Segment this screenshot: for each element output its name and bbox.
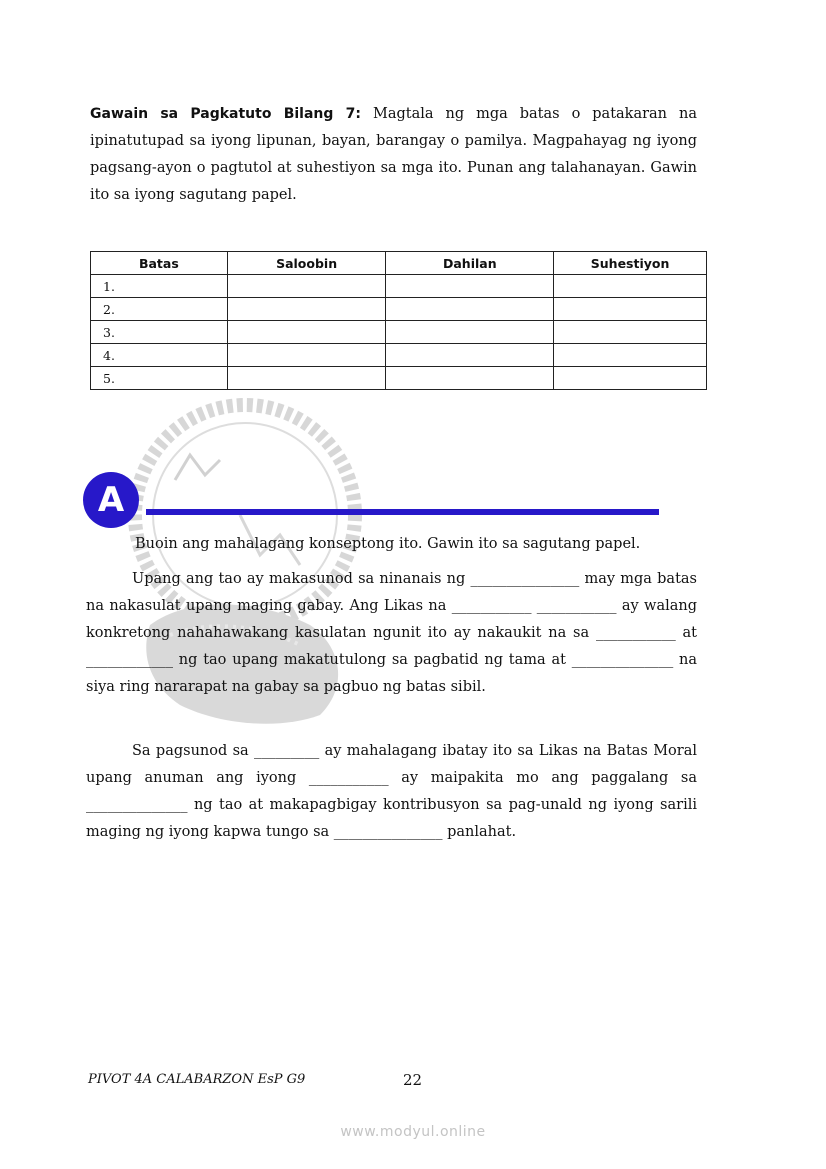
cell-suhestiyon[interactable] xyxy=(554,344,707,367)
paragraph-one: Upang ang tao ay makasunod sa ninanais ng _______________ may mga batas na nakasulat upang maging gabay. Ang Likas na ___________ ___________ ay walang konkretong nahahawakang kasulatan ngunit ito ay nakaukit na sa ___________ at ____________ ng tao upang makatutulong sa pagbatid ng tama at ______________ na siya ring nararapat na gabay sa pagbuo ng batas sibil. xyxy=(86,571,697,695)
cell-saloobin[interactable] xyxy=(227,275,386,298)
table-row xyxy=(91,298,707,321)
cell-suhestiyon[interactable] xyxy=(554,298,707,321)
footer-module-label: PIVOT 4A CALABARZON EsP G9 xyxy=(88,1072,306,1087)
cell-dahilan[interactable] xyxy=(386,367,554,390)
cell-saloobin[interactable] xyxy=(227,321,386,344)
cell-saloobin[interactable] xyxy=(227,298,386,321)
cell-suhestiyon[interactable] xyxy=(554,321,707,344)
header-dahilan: Dahilan xyxy=(386,252,554,275)
page-number: 22 xyxy=(403,1071,423,1089)
site-watermark: www.modyul.online xyxy=(340,1124,486,1140)
row-number: 2. xyxy=(91,298,228,321)
activity-instructions xyxy=(90,88,697,209)
table-row xyxy=(91,344,707,367)
cell-suhestiyon[interactable] xyxy=(554,367,707,390)
header-suhestiyon: Suhestiyon xyxy=(554,252,707,275)
row-number: 1. xyxy=(91,275,228,298)
activity-heading: Gawain sa Pagkatuto Bilang 7: xyxy=(90,106,361,122)
row-number: 3. xyxy=(91,321,228,344)
row-number: 4. xyxy=(91,344,228,367)
activity-text: Magtala ng mga batas o patakaran na ipinatutupad sa iyong lipunan, bayan, barangay o pamilya. Magpahayag ng iyong pagsang-ayon o pagtutol at suhestiyon sa mga ito. Punan ang talahanayan. Gawin ito sa iyong sagutang papel. xyxy=(90,106,697,203)
activity-table xyxy=(90,251,707,390)
cell-dahilan[interactable] xyxy=(386,298,554,321)
section-a-badge: A xyxy=(83,472,139,528)
paragraph-two: Sa pagsunod sa _________ ay mahalagang ibatay ito sa Likas na Batas Moral upang anuman ang iyong ___________ ay maipakita mo ang paggalang sa ______________ ng tao at makapagbigay kontribusyon sa pag-unald ng iyong sarili maging ng iyong kapwa tungo sa _______________ panlahat. xyxy=(86,743,697,840)
table-header-row xyxy=(91,252,707,275)
table-row xyxy=(91,367,707,390)
header-batas: Batas xyxy=(91,252,228,275)
cell-dahilan[interactable] xyxy=(386,321,554,344)
cell-saloobin[interactable] xyxy=(227,367,386,390)
table-row xyxy=(91,321,707,344)
row-number: 5. xyxy=(91,367,228,390)
header-saloobin: Saloobin xyxy=(227,252,386,275)
cell-suhestiyon[interactable] xyxy=(554,275,707,298)
table-row xyxy=(91,275,707,298)
section-intro: Buoin ang mahalagang konseptong ito. Gawin ito sa sagutang papel. xyxy=(135,536,641,552)
cell-dahilan[interactable] xyxy=(386,344,554,367)
cell-saloobin[interactable] xyxy=(227,344,386,367)
section-title-rule xyxy=(146,509,659,515)
cell-dahilan[interactable] xyxy=(386,275,554,298)
